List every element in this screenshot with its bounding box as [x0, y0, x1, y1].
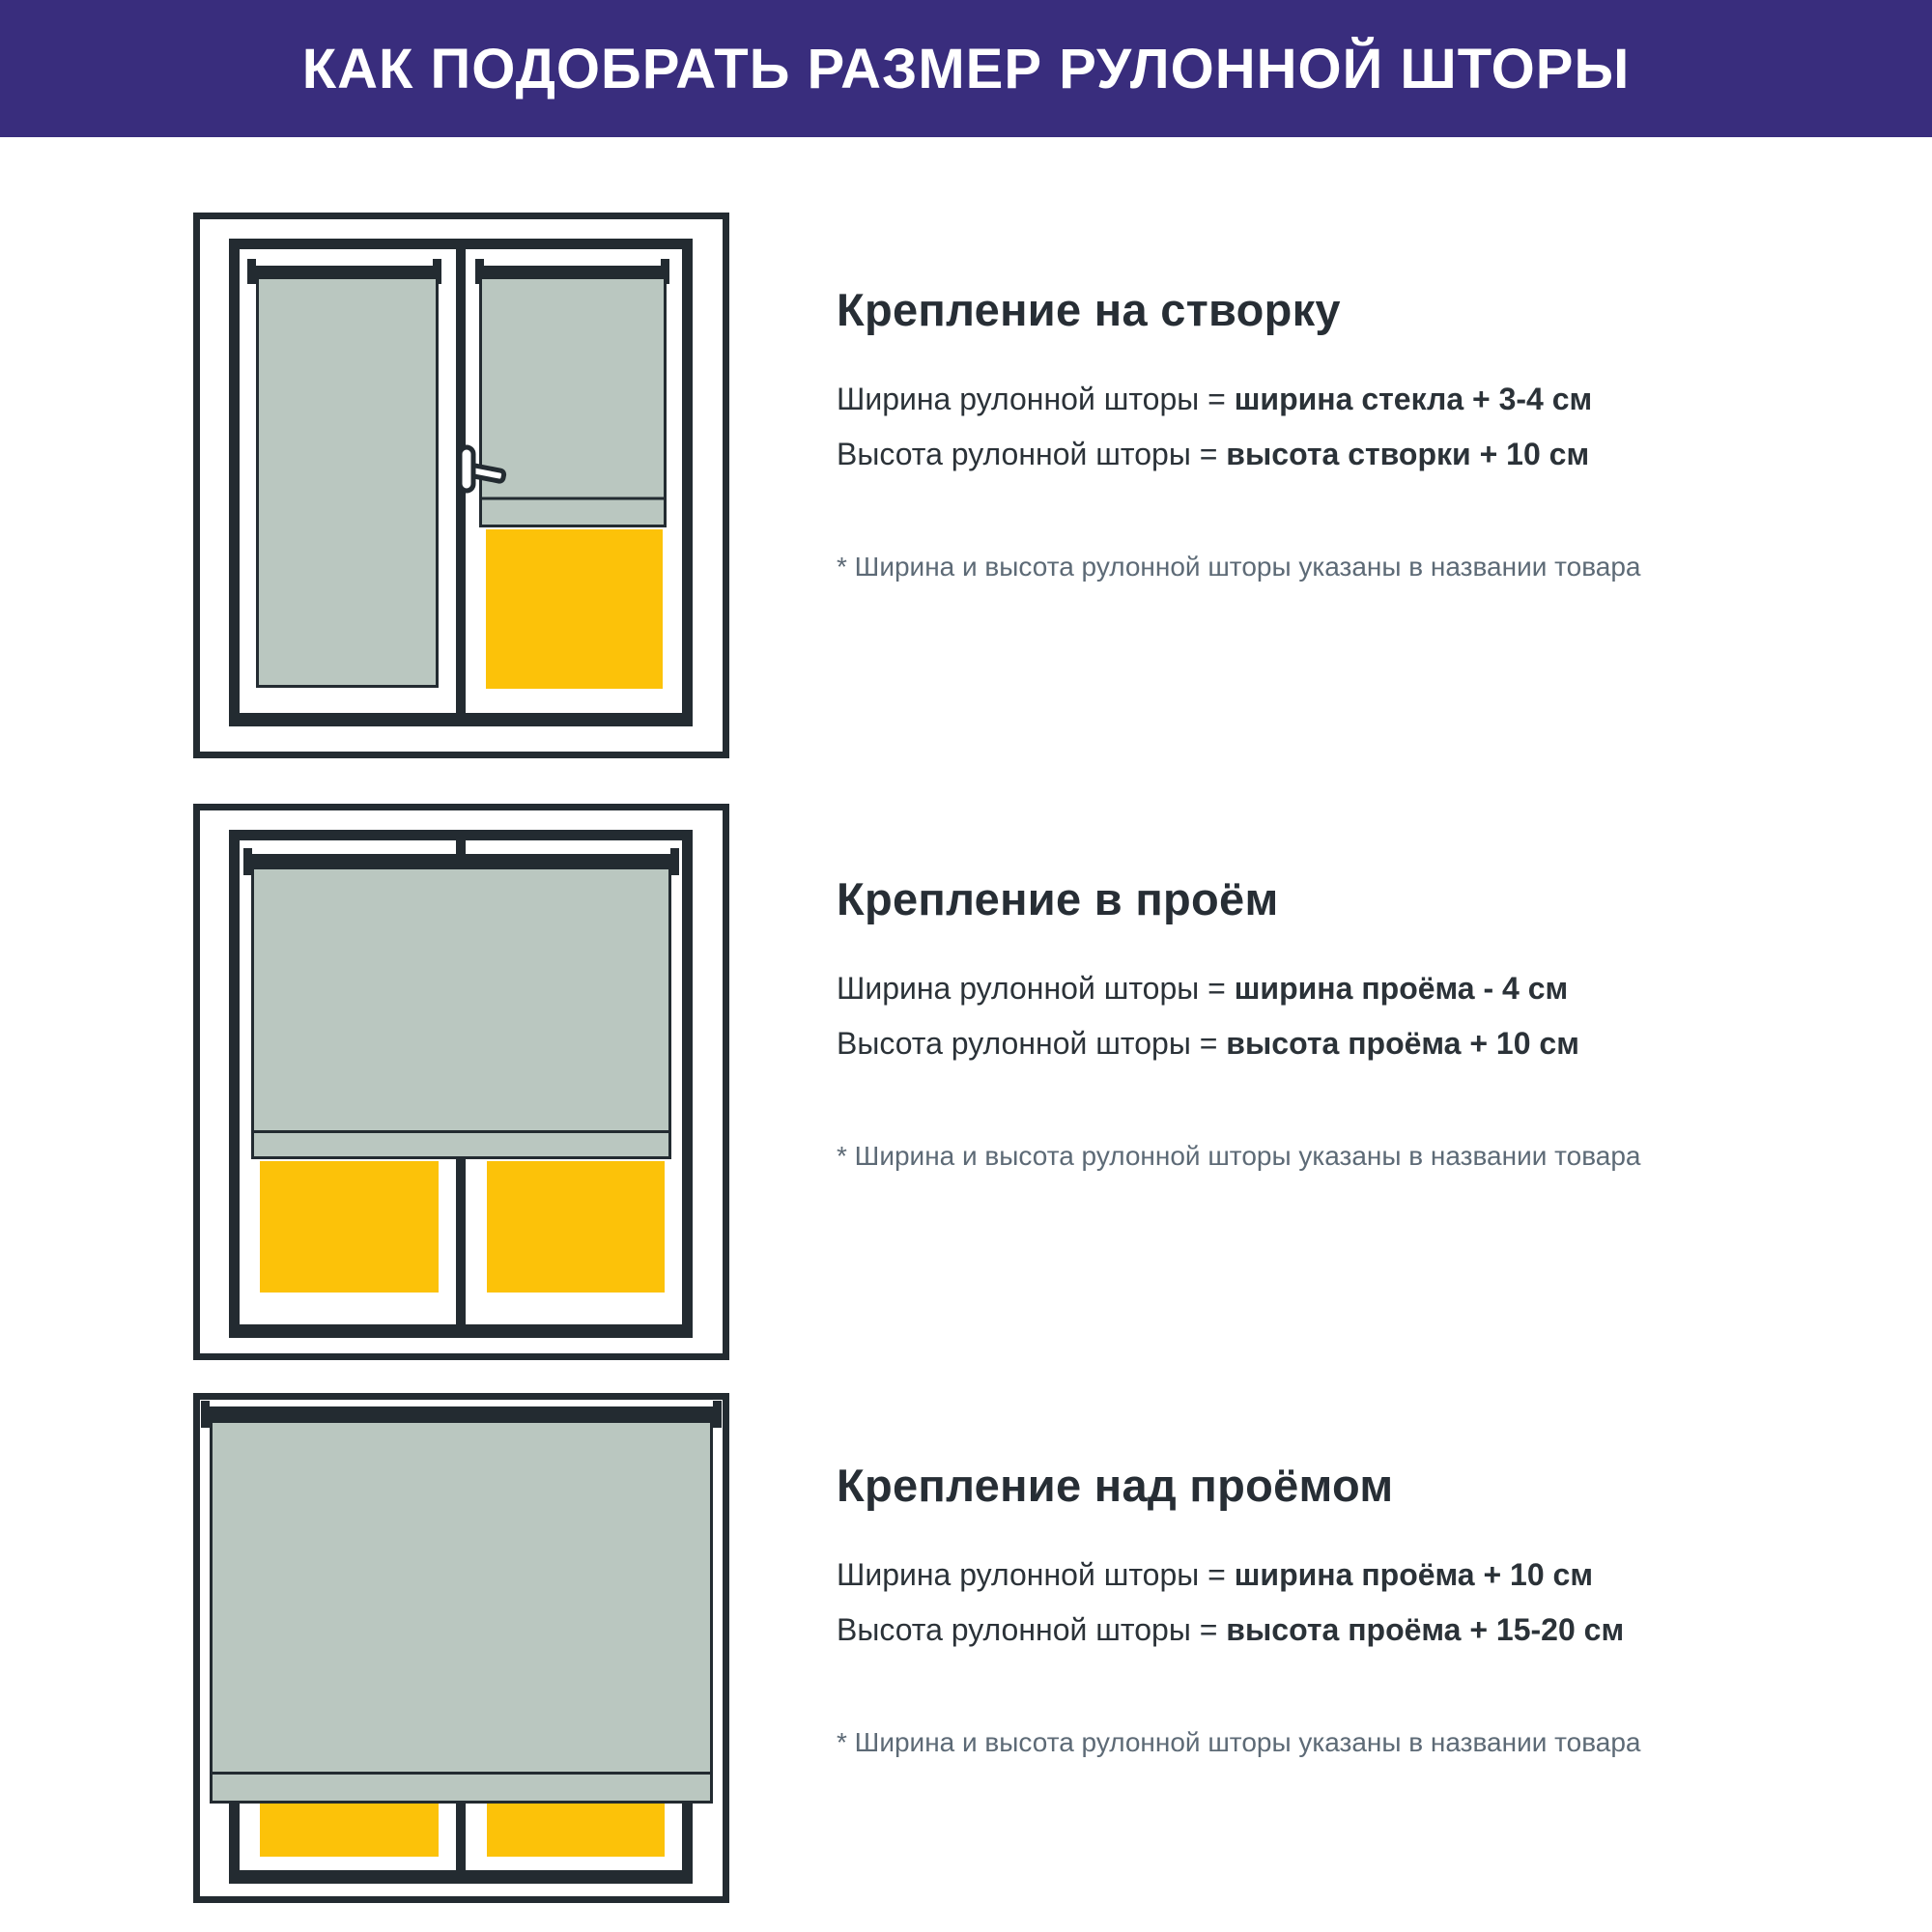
- height-formula: [837, 437, 1589, 472]
- header-banner: [0, 0, 1932, 137]
- width-formula: [837, 382, 1592, 417]
- page-title: КАК ПОДОБРАТЬ РАЗМЕР РУЛОННОЙ ШТОРЫ: [301, 37, 1631, 100]
- height-formula: [837, 1026, 1579, 1062]
- formula-label: Высота рулонной шторы =: [837, 1612, 1227, 1647]
- formula-value: высота проёма + 15-20 см: [1226, 1612, 1625, 1647]
- glass-pane: [260, 1161, 439, 1293]
- blind-bottom-rail: [212, 1774, 712, 1803]
- formula-value: высота створки + 10 см: [1226, 437, 1590, 471]
- window-blind-in-opening-icon: [193, 804, 729, 1360]
- glass-pane: [486, 529, 663, 689]
- formula-value: высота проёма + 10 см: [1226, 1026, 1579, 1061]
- formula-label: Ширина рулонной шторы =: [837, 382, 1235, 416]
- right-blind-fabric: [481, 278, 666, 526]
- section-above-opening-text: [837, 1459, 1909, 1777]
- formula-value: ширина проёма + 10 см: [1234, 1557, 1593, 1592]
- window-blind-on-sash-icon: [193, 213, 729, 758]
- blind-cassette-bar: [205, 1406, 718, 1422]
- section-opening-text: [837, 872, 1909, 1191]
- blind-cassette-bar: [246, 854, 676, 868]
- blind-fabric: [253, 868, 670, 1132]
- left-blind-fabric: [258, 278, 438, 687]
- formula-label: Ширина рулонной шторы =: [837, 971, 1235, 1006]
- formula-label: Высота рулонной шторы =: [837, 437, 1227, 471]
- section-sash-text: [837, 283, 1909, 602]
- blind-fabric: [212, 1422, 712, 1774]
- blind-bottom-rail: [253, 1132, 670, 1158]
- footnote: * Ширина и высота рулонной шторы указаны в названии товара: [837, 1141, 1641, 1171]
- footnote: * Ширина и высота рулонной шторы указаны в названии товара: [837, 1727, 1641, 1757]
- footnote: * Ширина и высота рулонной шторы указаны в названии товара: [837, 552, 1641, 582]
- height-formula: [837, 1612, 1624, 1648]
- section-title: Крепление над проёмом: [837, 1460, 1394, 1511]
- glass-pane: [487, 1161, 665, 1293]
- width-formula: [837, 1557, 1593, 1593]
- section-title: Крепление в проём: [837, 873, 1279, 924]
- width-formula: [837, 971, 1568, 1007]
- section-title: Крепление на створку: [837, 284, 1341, 335]
- formula-value: ширина стекла + 3-4 см: [1234, 382, 1593, 416]
- formula-label: Ширина рулонной шторы =: [837, 1557, 1235, 1592]
- formula-value: ширина проёма - 4 см: [1234, 971, 1569, 1006]
- window-blind-above-opening-icon: [193, 1393, 729, 1903]
- formula-label: Высота рулонной шторы =: [837, 1026, 1227, 1061]
